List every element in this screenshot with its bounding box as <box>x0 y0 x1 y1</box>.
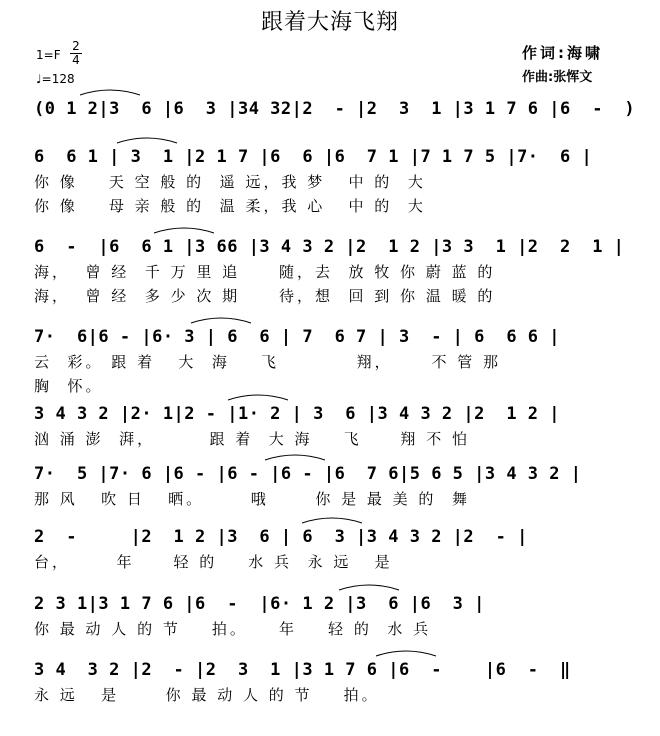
lyric-line: 你 像 天 空 般 的 遥 远，我 梦 中 的 大 <box>34 173 426 191</box>
slur-marks <box>0 85 660 97</box>
notes-line: 3 4 3 2 |2 - |2 3 1 |3 1 7 6 |6 - |6 - ‖ <box>34 660 571 680</box>
time-signature-bottom: 4 <box>72 53 80 67</box>
notes-line: 6 - |6 6 1 |3 66 |3 4 3 2 |2 1 2 |3 3 1 |2 2 1 | <box>34 237 625 257</box>
slur-marks <box>0 646 660 658</box>
slur-marks <box>0 313 660 325</box>
slur <box>376 651 436 656</box>
slur-marks <box>0 390 660 402</box>
tempo-marking: ♩=128 <box>36 72 75 86</box>
lyric-line: 那 风 吹 日 晒。 哦 你 是 最 美 的 舞 <box>34 490 470 508</box>
lyric-line: 汹 涌 澎 湃， 跟 着 大 海 飞 翔 不 怕 <box>34 430 470 448</box>
song-title: 跟着大海飞翔 <box>260 10 399 35</box>
slur-marks <box>0 223 660 235</box>
lyricist-credit: 作词:海啸 <box>522 44 603 62</box>
notes-line: (0 1 2|3 6 |6 3 |34 32|2 - |2 3 1 |3 1 7 6 |6 - ) <box>34 99 636 119</box>
composer-credit: 作曲:张恽文 <box>522 70 593 85</box>
slur <box>117 138 177 143</box>
slur <box>191 318 251 323</box>
slur <box>339 585 399 590</box>
lyric-line: 海， 曾 经 多 少 次 期 待，想 回 到 你 温 暖 的 <box>34 287 496 305</box>
notes-line: 3 4 3 2 |2· 1|2 - |1· 2 | 3 6 |3 4 3 2 |2 1 2 | <box>34 404 561 424</box>
notes-line: 2 - |2 1 2 |3 6 | 6 3 |3 4 3 2 |2 - | <box>34 527 528 547</box>
time-signature-top: 2 <box>72 39 80 53</box>
slur <box>228 395 288 400</box>
lyric-line: 台， 年 轻 的 水 兵 永 远 是 <box>34 553 393 571</box>
slur-marks <box>0 133 660 145</box>
score-system <box>0 656 660 736</box>
lyric-line: 海， 曾 经 千 万 里 追 随，去 放 牧 你 蔚 蓝 的 <box>34 263 496 281</box>
score-system <box>0 143 660 223</box>
time-signature <box>70 40 82 67</box>
slur <box>302 518 362 523</box>
lyric-line: 云 彩。 跟 着 大 海 飞 翔， 不 管 那 <box>34 353 502 371</box>
slur-marks <box>0 450 660 462</box>
notes-line: 2 3 1|3 1 7 6 |6 - |6· 1 2 |3 6 |6 3 | <box>34 594 485 614</box>
notes-line: 7· 6|6 - |6· 3 | 6 6 | 7 6 7 | 3 - | 6 6 6 | <box>34 327 561 347</box>
lyric-line: 你 像 母 亲 般 的 温 柔，我 心 中 的 大 <box>34 197 426 215</box>
key-signature: 1=F <box>36 48 61 62</box>
lyric-line: 胸 怀。 <box>34 377 104 395</box>
lyric-line: 永 远 是 你 最 动 人 的 节 拍。 <box>34 686 380 704</box>
slur <box>80 90 140 95</box>
notes-line: 7· 5 |7· 6 |6 - |6 - |6 - |6 7 6|5 6 5 |3 4 3 2 | <box>34 464 582 484</box>
lyric-line: 你 最 动 人 的 节 拍。 年 轻 的 水 兵 <box>34 620 432 638</box>
score-system <box>0 233 660 313</box>
slur <box>154 228 214 233</box>
notes-line: 6 6 1 | 3 1 |2 1 7 |6 6 |6 7 1 |7 1 7 5 |7· 6 | <box>34 147 593 167</box>
slur <box>265 455 325 460</box>
slur-marks <box>0 580 660 592</box>
slur-marks <box>0 513 660 525</box>
